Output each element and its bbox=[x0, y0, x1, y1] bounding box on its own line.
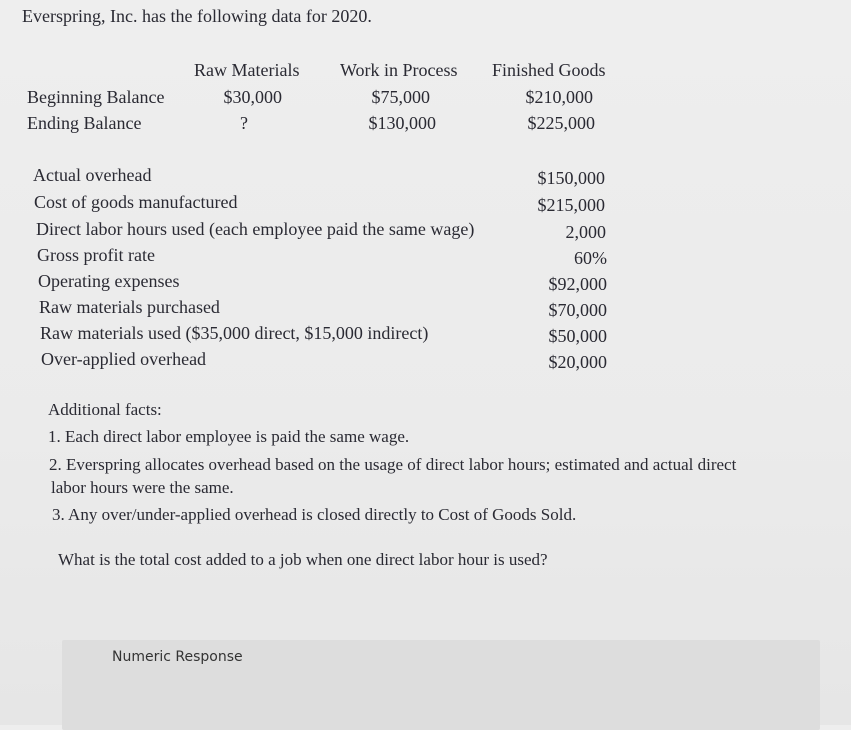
fact-2-line-2: labor hours were the same. bbox=[51, 478, 234, 497]
beginning-balance-label: Beginning Balance bbox=[27, 87, 165, 107]
fact-2-line-1: 2. Everspring allocates overhead based on the usage of direct labor hours; estimated and actual direct bbox=[49, 455, 737, 474]
fact-1: 1. Each direct labor employee is paid the same wage. bbox=[48, 427, 410, 446]
question-text: What is the total cost added to a job when one direct labor hour is used? bbox=[58, 550, 548, 569]
numeric-response-label: Numeric Response bbox=[112, 649, 243, 665]
additional-facts-heading: Additional facts: bbox=[48, 400, 162, 419]
item-value-cogm: $215,000 bbox=[537, 195, 605, 215]
ending-work-in-process: $130,000 bbox=[368, 113, 436, 133]
item-label-dl-hours: Direct labor hours used (each employee paid the same wage) bbox=[36, 219, 475, 239]
ending-raw-materials: ? bbox=[240, 113, 248, 133]
item-value-rm-used: $50,000 bbox=[548, 326, 607, 346]
beginning-raw-materials: $30,000 bbox=[223, 87, 282, 107]
fact-3: 3. Any over/under-applied overhead is closed directly to Cost of Goods Sold. bbox=[52, 505, 577, 524]
header-finished-goods: Finished Goods bbox=[492, 60, 606, 80]
item-label-over-applied: Over-applied overhead bbox=[41, 349, 207, 369]
item-label-rm-used: Raw materials used ($35,000 direct, $15,000 indirect) bbox=[40, 323, 429, 343]
beginning-finished-goods: $210,000 bbox=[525, 87, 593, 107]
header-work-in-process: Work in Process bbox=[340, 60, 458, 80]
item-value-dl-hours: 2,000 bbox=[565, 222, 606, 242]
item-value-actual-overhead: $150,000 bbox=[537, 168, 605, 188]
item-value-operating-expenses: $92,000 bbox=[548, 274, 607, 294]
item-label-operating-expenses: Operating expenses bbox=[38, 271, 180, 291]
item-label-gross-profit: Gross profit rate bbox=[37, 245, 155, 265]
item-value-over-applied: $20,000 bbox=[548, 352, 607, 372]
item-value-rm-purchased: $70,000 bbox=[548, 300, 607, 320]
problem-title: Everspring, Inc. has the following data for 2020. bbox=[22, 6, 372, 26]
item-label-actual-overhead: Actual overhead bbox=[33, 165, 152, 185]
header-raw-materials: Raw Materials bbox=[194, 60, 300, 80]
item-label-rm-purchased: Raw materials purchased bbox=[39, 297, 220, 317]
item-value-gross-profit: 60% bbox=[574, 248, 607, 268]
ending-finished-goods: $225,000 bbox=[527, 113, 595, 133]
ending-balance-label: Ending Balance bbox=[27, 113, 142, 133]
item-label-cogm: Cost of goods manufactured bbox=[34, 192, 238, 212]
beginning-work-in-process: $75,000 bbox=[371, 87, 430, 107]
